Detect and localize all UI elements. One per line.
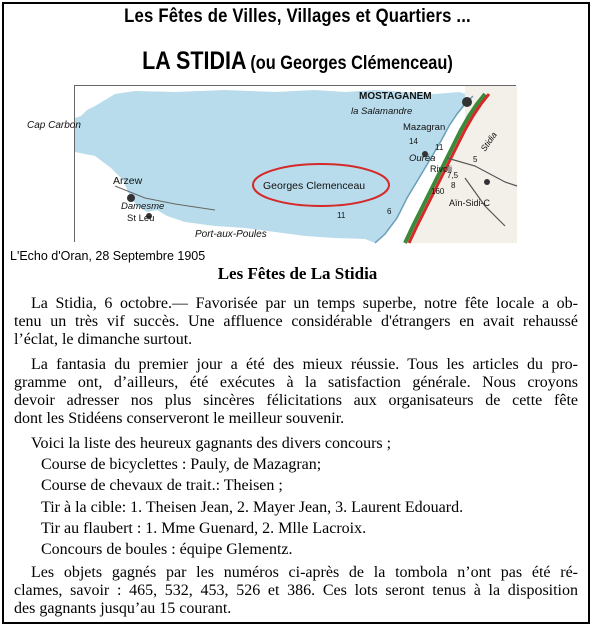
paragraph-line: des gagnants jusqu’au 15 courant. xyxy=(14,600,232,617)
road-number: 11 xyxy=(337,211,346,220)
list-item: Tir au flaubert : 1. Mme Guenard, 2. Mlle Lacroix. xyxy=(41,520,367,537)
paragraph-line: dont les Stidéens conserveront le meilleur souvenir. xyxy=(14,410,345,427)
paragraph-line: gramme ont, d’ailleurs, été exécutes à la satisfaction générale. Nous croyons xyxy=(14,374,578,391)
location-map xyxy=(27,85,516,242)
road-number: 11 xyxy=(435,143,444,152)
paragraph-2 xyxy=(14,356,578,428)
map-label-mazagran: Mazagran xyxy=(403,122,446,133)
paragraph-line: clames, savoir : 465, 532, 453, 526 et 386. Ces lots seront tenus à la disposition xyxy=(14,582,578,599)
map-label-georges: Georges Clemenceau xyxy=(263,180,366,192)
map-label-rivoli: Rivoli xyxy=(430,164,453,174)
road-number: 7,5 xyxy=(447,171,459,180)
town-marker-mostaganem xyxy=(462,97,472,107)
map-label-st-leu: St Leu xyxy=(127,213,155,224)
map-label-arzew: Arzew xyxy=(113,175,143,187)
page-title xyxy=(42,47,554,76)
article-title: Les Fêtes de La Stidia xyxy=(217,264,378,283)
map-label-damesme: Damesme xyxy=(121,201,165,212)
paragraph-line: La Stidia, 6 octobre.— Favorisée par un temps superbe, notre fête locale a ob- xyxy=(31,295,578,312)
paragraph-line: tenu un très vif succès. Une affluence considérable d'étrangers en avait rehaussé xyxy=(14,313,578,330)
paragraph-line: La fantasia du premier jour a été des mieux réussie. Tous les articles du pro- xyxy=(31,356,578,373)
paragraph-1 xyxy=(14,295,578,349)
map-label-salamandre: la Salamandre xyxy=(351,106,413,117)
list-item: Course de bicyclettes : Pauly, de Mazagran; xyxy=(41,456,322,473)
paragraph-line: devoir adresser nos plus sincères félicitations aux organisateurs de cette fête xyxy=(14,392,578,409)
road-number: 6 xyxy=(387,207,392,216)
road-number: 14 xyxy=(409,137,418,146)
map-label-port-aux-poules: Port-aux-Poules xyxy=(195,229,267,240)
paragraph-line: Les objets gagnés par les numéros ci-après de la tombola n’ont pas été ré- xyxy=(31,564,578,581)
road-number: 160 xyxy=(431,187,445,196)
list-item: Concours de boules : équipe Glementz. xyxy=(41,541,293,558)
road-number: 8 xyxy=(451,181,456,190)
map-label-stidia-valley: Stidia xyxy=(478,129,499,154)
alt-name: (ou Georges Clémenceau) xyxy=(250,53,453,74)
map-label-ourea: Ouréa xyxy=(409,153,436,164)
map-label-ain-sidi: Aïn-Sidi-C xyxy=(449,198,491,208)
paragraph-3: Voici la liste des heureux gagnants des divers concours ; xyxy=(31,435,392,452)
place-name: LA STIDIA xyxy=(142,47,247,75)
source-caption: L'Echo d'Oran, 28 Septembre 1905 xyxy=(10,249,206,263)
town-marker-ain-sidi xyxy=(484,179,490,185)
map-label-cap-carbon: Cap Carbon xyxy=(27,120,81,131)
paragraph-4 xyxy=(14,564,578,618)
map-label-mostaganem: MOSTAGANEM xyxy=(359,91,432,102)
list-item: Tir à la cible: 1. Theisen Jean, 2. Mayer Jean, 3. Laurent Edouard. xyxy=(41,499,464,516)
road-number: 5 xyxy=(473,155,478,164)
paragraph-line: l’éclat, le dimanche surtout. xyxy=(14,331,193,348)
list-item: Course de chevaux de trait.: Theisen ; xyxy=(41,477,283,494)
series-title: Les Fêtes de Villes, Villages et Quartiers ... xyxy=(124,6,471,27)
